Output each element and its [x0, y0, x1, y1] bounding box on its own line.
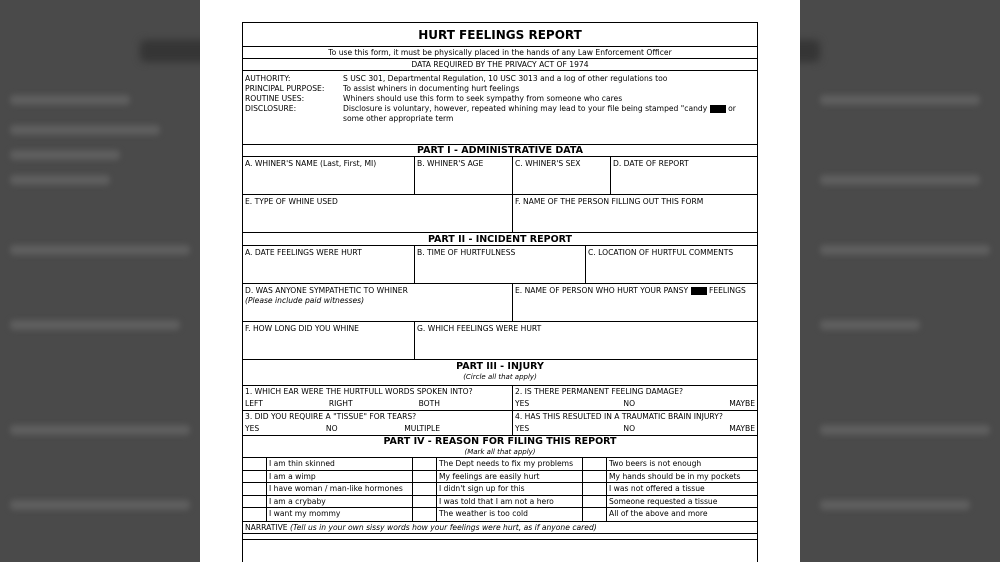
tissue-options [245, 424, 510, 433]
disclosure-value [343, 104, 755, 124]
ear-option-left[interactable]: LEFT [245, 399, 263, 408]
background-blur-line [820, 245, 990, 255]
reason-checkbox[interactable] [413, 496, 436, 509]
redaction-bar [710, 105, 726, 113]
background-blur-line [820, 425, 990, 435]
background-blur-line [820, 95, 980, 105]
damage-option-maybe[interactable]: MAYBE [729, 399, 755, 408]
form-instruction: To use this form, it must be physically placed in the hands of any Law Enforcement Officer [243, 47, 757, 59]
brain-option-no[interactable]: NO [623, 424, 636, 433]
ear-options [245, 399, 510, 408]
reason-column-2 [437, 458, 583, 521]
narrative-note: (Tell us in your own sissy words how your feelings were hurt, as if anyone cared) [290, 523, 597, 532]
part2-row1 [243, 246, 757, 284]
redaction-bar [691, 287, 707, 295]
whiner-age-field[interactable]: B. WHINER'S AGE [415, 157, 513, 194]
whine-type-field[interactable]: E. TYPE OF WHINE USED [243, 195, 513, 232]
narrative-header [243, 522, 757, 534]
tissue-question-label: 3. DID YOU REQUIRE A "TISSUE" FOR TEARS? [245, 412, 417, 421]
purpose-label: PRINCIPAL PURPOSE: [245, 84, 325, 93]
tissue-option-multiple[interactable]: MULTIPLE [404, 424, 440, 433]
reason-checkbox[interactable] [583, 496, 606, 509]
sympathetic-note: (Please include paid witnesses) [245, 296, 365, 305]
reason-item: The weather is too cold [439, 509, 528, 519]
background-blur-line [820, 500, 970, 510]
disclosure-label: DISCLOSURE: [245, 104, 297, 113]
background-blur-line [820, 320, 920, 330]
ear-option-right[interactable]: RIGHT [328, 399, 353, 408]
background-blur-line [10, 150, 120, 160]
reason-item: Two beers is not enough [607, 458, 757, 471]
location-field[interactable]: C. LOCATION OF HURTFUL COMMENTS [588, 248, 734, 257]
disclosure-text-end: or some other appropriate term [343, 104, 736, 123]
reason-checkbox[interactable] [413, 471, 436, 484]
part4-heading-block [243, 436, 757, 458]
sympathetic-label: D. WAS ANYONE SYMPATHETIC TO WHINER [245, 286, 408, 295]
background-blur-line [10, 175, 110, 185]
part3-row2 [243, 411, 757, 436]
disclosure-text: Disclosure is voluntary, however, repeated whining may lead to your file being stamped "candy [343, 104, 708, 113]
whine-duration-field[interactable]: F. HOW LONG DID YOU WHINE [243, 322, 415, 359]
report-date-field[interactable]: D. DATE OF REPORT [613, 159, 689, 168]
routine-uses-row [245, 94, 755, 104]
part2-row3 [243, 322, 757, 360]
reason-item: I didn't sign up for this [437, 483, 582, 496]
authority-block [243, 71, 757, 145]
form-page [200, 0, 800, 562]
sympathetic-field[interactable] [243, 284, 513, 321]
part3-row1 [243, 386, 757, 411]
reasons-grid [243, 458, 757, 522]
tissue-question [243, 411, 513, 435]
ear-question [243, 386, 513, 410]
authority-row [245, 74, 755, 84]
reason-checkbox-column [583, 458, 607, 521]
part1-heading: PART I - ADMINISTRATIVE DATA [243, 145, 757, 157]
part1-row1 [243, 157, 757, 195]
reason-item: My hands should be in my pockets [607, 471, 757, 484]
reason-checkbox[interactable] [583, 508, 606, 521]
tissue-option-no[interactable]: NO [325, 424, 338, 433]
reason-checkbox[interactable] [413, 483, 436, 496]
brain-injury-question-label: 4. HAS THIS RESULTED IN A TRAUMATIC BRAIN INJURY? [515, 412, 723, 421]
background-blur-line [10, 245, 190, 255]
reason-checkbox[interactable] [243, 458, 266, 471]
reason-item: I want my mommy [269, 509, 341, 519]
brain-injury-question [513, 411, 757, 435]
routine-uses-value: Whiners should use this form to seek sympathy from someone who cares [343, 94, 623, 103]
hurt-feelings-form [242, 22, 758, 562]
reason-item: I am a crybaby [267, 496, 412, 509]
reason-checkbox[interactable] [243, 508, 266, 521]
purpose-value: To assist whiners in documenting hurt feelings [343, 84, 520, 93]
damage-option-yes[interactable]: YES [515, 399, 530, 408]
narrative-label: NARRATIVE [245, 523, 288, 532]
part1-row2 [243, 195, 757, 233]
reason-column-1 [267, 458, 413, 521]
reason-item: All of the above and more [609, 509, 708, 519]
reason-item: I am a wimp [267, 471, 412, 484]
reason-item: My feelings are easily hurt [437, 471, 582, 484]
tissue-option-yes[interactable]: YES [245, 424, 260, 433]
narrative-area[interactable] [243, 540, 757, 562]
reason-column-3 [607, 458, 757, 521]
part4-heading: PART IV - REASON FOR FILING THIS REPORT [383, 436, 617, 447]
authority-value: S USC 301, Departmental Regulation, 10 USC 3013 and a log of other regulations too [343, 74, 668, 83]
reason-checkbox[interactable] [583, 483, 606, 496]
time-hurt-field[interactable]: B. TIME OF HURTFULNESS [415, 246, 586, 283]
reason-item: I am thin skinned [267, 458, 412, 471]
background-blur-line [10, 125, 160, 135]
reason-item: I have woman / man-like hormones [267, 483, 412, 496]
whiner-sex-field[interactable]: C. WHINER'S SEX [513, 157, 611, 194]
form-title: HURT FEELINGS REPORT [243, 23, 757, 47]
damage-options [515, 399, 755, 408]
part3-heading-block [243, 360, 757, 386]
reason-checkbox[interactable] [243, 471, 266, 484]
part4-note: (Mark all that apply) [464, 448, 536, 456]
reason-item: I was told that I am not a hero [437, 496, 582, 509]
whiner-name-field[interactable]: A. WHINER'S NAME (Last, First, MI) [243, 157, 415, 194]
background-blur-line [10, 500, 190, 510]
damage-question [513, 386, 757, 410]
offender-name-field[interactable] [513, 284, 757, 321]
reason-checkbox[interactable] [583, 471, 606, 484]
background-blur-line [10, 320, 180, 330]
reason-checkbox[interactable] [583, 458, 606, 471]
background-blur-line [10, 95, 130, 105]
reason-checkbox[interactable] [413, 508, 436, 521]
part2-row2 [243, 284, 757, 322]
part3-note: (Circle all that apply) [463, 373, 537, 381]
offender-label-end: FEELINGS [708, 286, 746, 295]
background-blur-line [10, 425, 190, 435]
reason-item: Someone requested a tissue [607, 496, 757, 509]
background-blur-line [820, 175, 980, 185]
part2-heading: PART II - INCIDENT REPORT [243, 233, 757, 246]
ear-option-both[interactable]: BOTH [418, 399, 440, 408]
date-hurt-field[interactable]: A. DATE FEELINGS WERE HURT [243, 246, 415, 283]
disclosure-row [245, 104, 755, 124]
part3-heading: PART III - INJURY [456, 361, 544, 372]
reason-checkbox-column [413, 458, 437, 521]
reason-item: The Dept needs to fix my problems [437, 458, 582, 471]
reason-checkbox[interactable] [413, 458, 436, 471]
damage-option-no[interactable]: NO [623, 399, 636, 408]
damage-question-label: 2. IS THERE PERMANENT FEELING DAMAGE? [515, 387, 684, 396]
brain-option-maybe[interactable]: MAYBE [729, 424, 755, 433]
brain-injury-options [515, 424, 755, 433]
filler-name-field[interactable]: F. NAME OF THE PERSON FILLING OUT THIS FORM [515, 197, 704, 206]
routine-uses-label: ROUTINE USES: [245, 94, 305, 103]
purpose-row [245, 84, 755, 94]
reason-checkbox-column [243, 458, 267, 521]
authority-label: AUTHORITY: [245, 74, 291, 83]
reason-checkbox[interactable] [243, 496, 266, 509]
feelings-hurt-field[interactable]: G. WHICH FEELINGS WERE HURT [417, 324, 542, 333]
privacy-act-heading: DATA REQUIRED BY THE PRIVACY ACT OF 1974 [243, 59, 757, 71]
offender-label: E. NAME OF PERSON WHO HURT YOUR PANSY [515, 286, 689, 295]
reason-checkbox[interactable] [243, 483, 266, 496]
reason-item: I was not offered a tissue [607, 483, 757, 496]
brain-option-yes[interactable]: YES [515, 424, 530, 433]
ear-question-label: 1. WHICH EAR WERE THE HURTFULL WORDS SPOKEN INTO? [245, 387, 473, 396]
